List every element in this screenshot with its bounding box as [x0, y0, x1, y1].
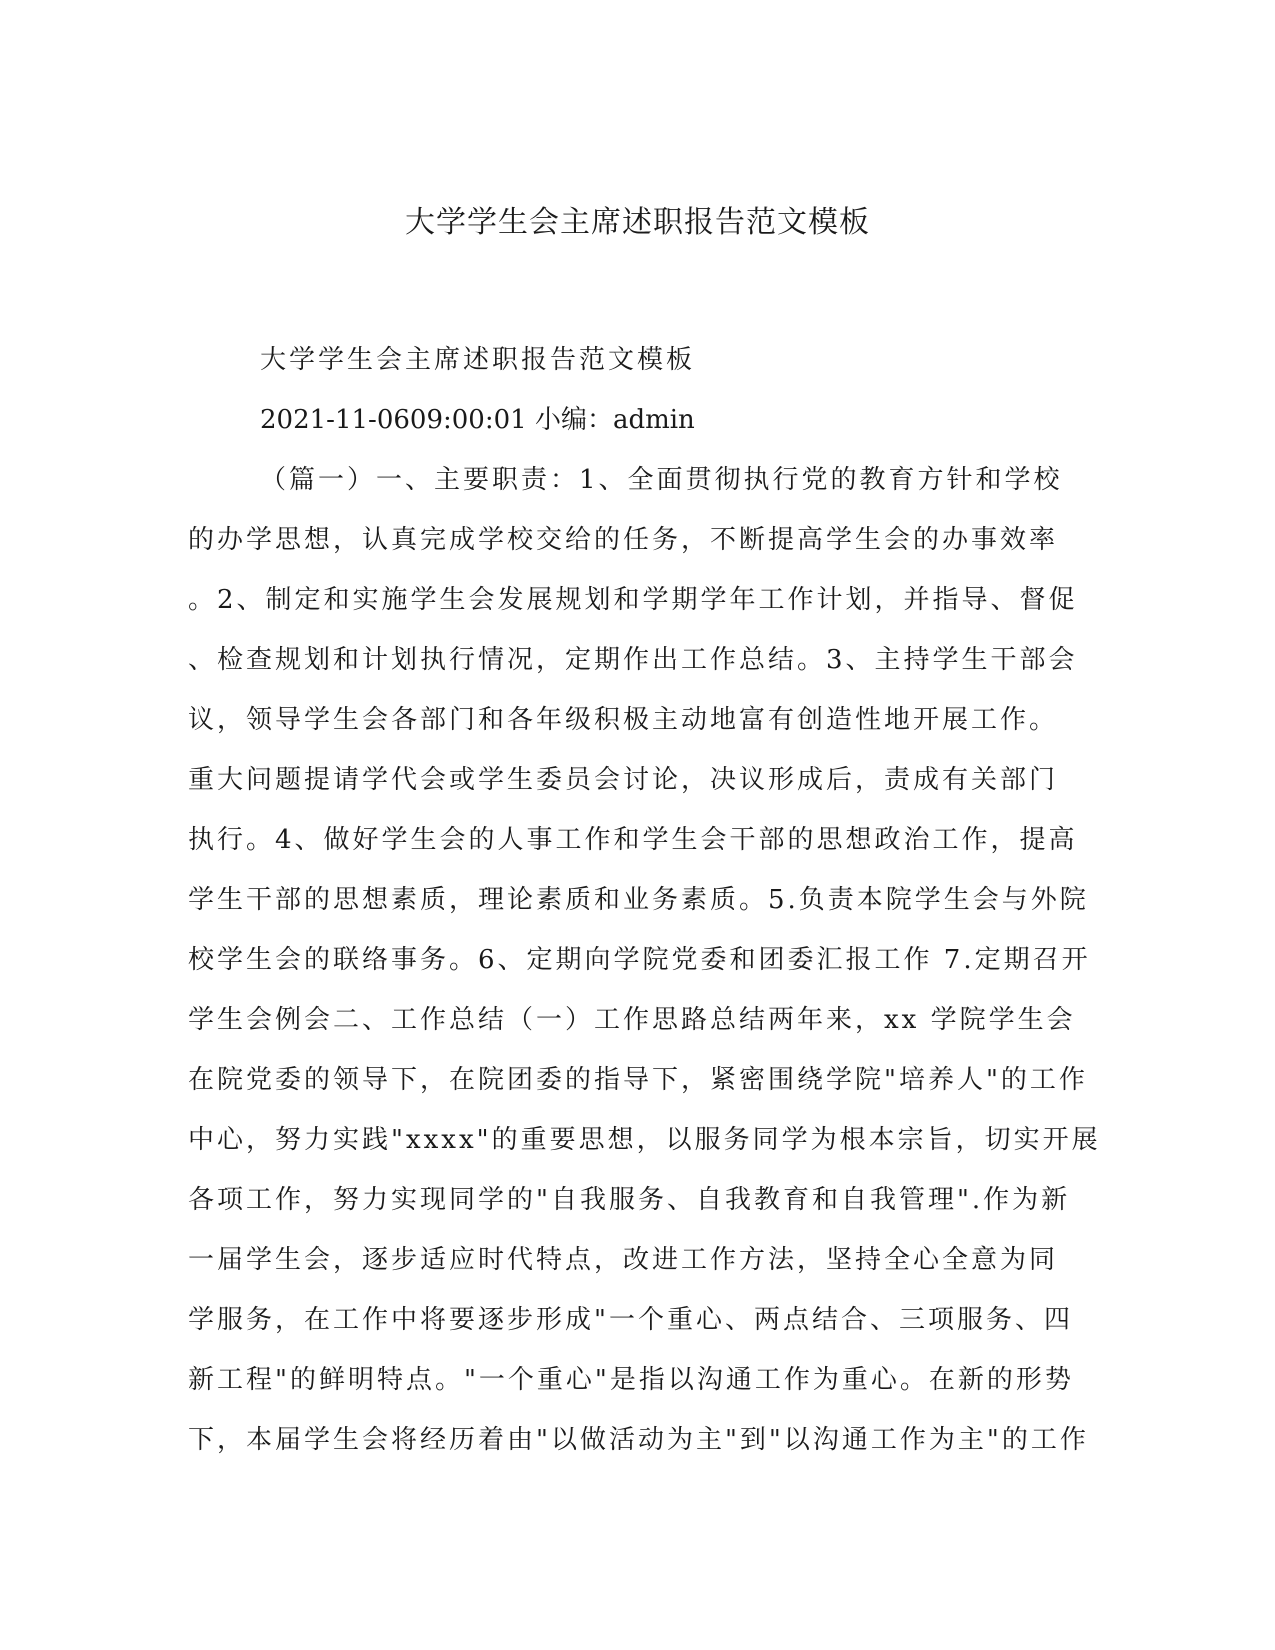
document-title: 大学学生会主席述职报告范文模板 [405, 205, 870, 240]
subtitle-line: 大学学生会主席述职报告范文模板 [260, 345, 696, 375]
body-line: 下，本届学生会将经历着由"以做活动为主"到"以沟通工作为主"的工作 [188, 1425, 1089, 1455]
body-line: 校学生会的联络事务。6、定期向学院党委和团委汇报工作 7.定期召开 [188, 945, 1091, 975]
body-line: 中心，努力实践"xxxx"的重要思想，以服务同学为根本宗旨，切实开展 [188, 1125, 1101, 1155]
body-line: 学生会例会二、工作总结（一）工作思路总结两年来，xx 学院学生会 [188, 1005, 1076, 1035]
body-line: 学生干部的思想素质，理论素质和业务素质。5.负责本院学生会与外院 [188, 885, 1089, 915]
body-line: （篇一）一、主要职责：1、全面贯彻执行党的教育方针和学校 [260, 465, 1063, 495]
body-line: 的办学思想，认真完成学校交给的任务，不断提高学生会的办事效率 [188, 525, 1059, 555]
body-line: 执行。4、做好学生会的人事工作和学生会干部的思想政治工作，提高 [188, 825, 1078, 855]
body-line: 。2、制定和实施学生会发展规划和学期学年工作计划，并指导、督促 [188, 585, 1078, 615]
body-line: 学服务，在工作中将要逐步形成"一个重心、两点结合、三项服务、四 [188, 1305, 1073, 1335]
body-line: 在院党委的领导下，在院团委的指导下，紧密围绕学院"培养人"的工作 [188, 1065, 1088, 1095]
body-line: 各项工作，努力实现同学的"自我服务、自我教育和自我管理".作为新 [188, 1185, 1071, 1215]
body-line: 议，领导学生会各部门和各年级积极主动地富有创造性地开展工作。 [188, 705, 1059, 735]
meta-line: 2021-11-0609:00:01 小编：admin [260, 405, 695, 435]
body-line: 新工程"的鲜明特点。"一个重心"是指以沟通工作为重心。在新的形势 [188, 1365, 1074, 1395]
document-body [188, 330, 1101, 1470]
body-line: 一届学生会，逐步适应时代特点，改进工作方法，坚持全心全意为同 [188, 1245, 1059, 1275]
body-line: 、检查规划和计划执行情况，定期作出工作总结。3、主持学生干部会 [188, 645, 1078, 675]
body-line: 重大问题提请学代会或学生委员会讨论，决议形成后，责成有关部门 [188, 765, 1059, 795]
